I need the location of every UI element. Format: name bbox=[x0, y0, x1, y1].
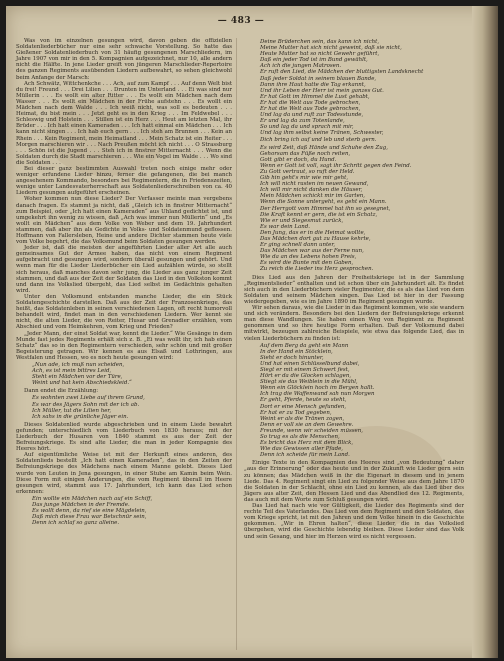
verse-line: Hört er da die Glocken schlagen, bbox=[260, 373, 352, 380]
verse-line: Wie das Gewissen aller Pfade, bbox=[260, 446, 344, 453]
verse-line: Es wird Zeit, daß Hände und Schuhe den Zug, bbox=[260, 144, 388, 151]
verse-line: So und lag da und sprach mit mir, bbox=[260, 124, 354, 131]
paragraph: Ach Schwätz, Wittchenkche . . . Ach, auf zum Kampf . . . Auf denn Welt bist du frei! Freund . . . Drei Lilien . . . Drunten im Unterland . . . Ei was sind nur Müllerin . . . Es wollt ein alter Ritter . . . Es wollt ein Mädchen nach dem Wasser . . . Es wollt ein Mädchen in der Frühe aufstehn . . . Es wollt ein Mädchen nach dem Walde . . . Ich weiß nicht, was soll es bedeuten . . . Heimat, du bist mein . . . Jetzt geht es in den Krieg . . . Im Feldwebel . . . Schleswig und Holstein . . . Stillen ist ein Herz . . . Heut am letzten Mal, ihr Brüder . . . Ich hatt einen Kameraden . . . Ich hatt einmal ein Mädchen . . . Ich kann nicht singen . . . Ich hab euch gern . . . Ich steh am Brunnen . . . Kein an Rhein . . . Kein Regiment, mein Heimatland . . . Mein Schatz ist ein Reiter . . . Morgen marschieren wir . . . Nach Preußen möcht ich nicht . . . O Strassburg . . . Schön ist die Jugend . . . Steh ich in finstrer Mitternacht . . . Wenn die Soldaten durch die Stadt marschieren . . . Wie ein Vogel im Walde . . . Wo sind die Soldaten . . . bbox=[16, 80, 232, 166]
right-column bbox=[244, 38, 464, 540]
verse-line: Und lag ihm selbst keine Tränen, Schwester, bbox=[260, 130, 384, 137]
verse-line: Steht ein Mädchen vor der Türe, bbox=[32, 374, 123, 381]
verse-line: Denn er voll sie an dem Gewehre. bbox=[260, 421, 354, 428]
verse-line: Er hat die Welt aus Tode gebrochen, bbox=[260, 106, 361, 113]
verse-line: Denn ich scheide für mein Land. bbox=[260, 452, 350, 459]
verse-block bbox=[32, 496, 232, 526]
verse-line: Wenn ein Glöcklein hoch im Bergen hallt. bbox=[260, 385, 375, 392]
verse-line: Dich bring ich auf und leb und sterb gern. bbox=[260, 136, 377, 143]
verse-line: Ich trag die Waffenwand sah nun Morgen bbox=[260, 391, 375, 398]
verse-line: Ach ich die jungen Matrosen. bbox=[260, 63, 342, 70]
verse-line: „Nun ade, ich muß nun scheiden, bbox=[32, 361, 125, 368]
paragraph: Jeder ist, daß die meisten der angeführten Lieder aller Art alle auch gemeinsames Gut der Armee haben, das nicht von einem Regiment aufgebracht und gesungen wird, sondern überall gesungen und gehört. Und wenn man für die Lieder Liederbücher ein Lied aufzählen würde, so stellt sich heraus, daß manches davon sehr jung, die Lieder aus ganz junger Zeit stammen, und daß aus der Zeit der Soldaten das Lied in den Volkston kommt und dann ins Volkslied übergeht, das Lied selbst im Gedächtnis gehalten wird. bbox=[16, 245, 232, 294]
paragraph: Bei dieser ganz bestimmten Auswahl treten noch einige mehr oder weniger erfundene Lieder hinzu, ferner die gefangenen, die bei manch angesehenem Kommando, besonders bei Regimentern, die in Friedenszeiten, wenige unter Landesvaterherrschaft aus Soldatenliederschreiben von ca. 40 Liedern gesungen aufgeführt erscheinen. bbox=[16, 165, 232, 197]
verse-line: Daß ein jeder Tod ist im Bund gewählt, bbox=[260, 57, 368, 64]
verse-line: Wenn er Gott ist voll, sagt ihr Schritt gegen den Feind. bbox=[260, 162, 412, 169]
verse-line: So trug es als die Menschen, bbox=[260, 434, 340, 440]
verse-line: Weint und hat kein Abschiedskleid.“ bbox=[32, 380, 132, 387]
paragraph: Dieses Soldatenlied wurde abgeschrieben und in einem Liede bewahrt gefunden; unterschiedlich vom Liederbuch von 1830 heraus; mit der Liederbuch der Husaren von 1840 stammt es aus der Zeit der Befreiungskriege. Es sind alte Lieder, die man in jeder Kompagnie des Heeres hört. bbox=[16, 421, 232, 453]
verse-line: Die Kraft kennt er gern, die ist ein Schatz, bbox=[260, 211, 378, 218]
paragraph: Wir sehen daraus, wie die Lieder in das Regiment kommen, wie sie wandern und sich verändern. Besonders bei den Liedern der Befreiungskriege erkennt man diese Wandlungen. Sie haben einen Weg von Regiment zu Regiment genommen und so ihre heutige Form erhalten. Daß der Volksmund dabei mitwirkt, bezeugen zahlreiche Beispiele, wie etwa das folgende Lied, das in vielen Liederbüchern zu finden ist: bbox=[244, 305, 464, 342]
verse-line: Dort er eine Mensch gefunden, bbox=[260, 403, 347, 410]
verse-line: Meine Mutter hat sich nicht geweint, daß sie nicht, bbox=[260, 45, 402, 52]
verse-line: Er hat er zu Tod gegeben, bbox=[260, 409, 332, 416]
paragraph: Woher kommen nun diese Lieder? Der Verfasser meinte man vergebens danach fragen. Es stammt ja nicht, daß „Gleich ich in finstrer Mitternacht“ zum Beispiel, oder „Ich hatt einen Kameraden“ aus Uhland gedichtet ist, und umgekehrt ihn wenig zu wissen, daß „Ach was immer nun Müllerin“ und „Es wollt ein Mädchen“ aus dem Volke von Weber und dem 19. Jahrhundert stammen, daß aber ihn als Gedichte in Volks- und Soldatenmund geflossen. Hoffmann von Fallersleben, Heine und andere Dichter stammen heute viele vom Volke begehrt, die das Volksmund beim Soldaten gesungen werden. bbox=[16, 196, 232, 246]
verse-line: Es war des Jägers Sohn mit der ich ab. bbox=[32, 401, 140, 408]
column-divider bbox=[236, 38, 237, 650]
book-spine bbox=[472, 6, 498, 658]
verse-line: Er ging schnell dann unter, bbox=[260, 242, 336, 249]
verse-line: Es wohnten zwei Liebe auf ihrem Grund, bbox=[32, 395, 145, 402]
verse-line: Stiegt sie das Weiblein in die Mühl, bbox=[260, 379, 358, 386]
verse-block bbox=[32, 362, 232, 386]
verse-line: Zu reich die Lieder ins Herz gesprochen. bbox=[260, 266, 374, 273]
verse-line: In der Hand ein Stöcklein, bbox=[260, 348, 333, 355]
verse-line: Ach, es ist mein bittres Leid, bbox=[32, 368, 112, 375]
verse-line: Das Mädchen war aus der Ferne nun, bbox=[260, 248, 364, 255]
verse-line: Freunde, wenn wir scheiden müssen, bbox=[260, 427, 363, 434]
verse-line: Den Jung, das er in die Heimat wollte, bbox=[260, 229, 366, 236]
paragraph: Auf eigentümliche Weise ist mit der Herkunft eines anderen, des Soldatenlieds bestellt „Ich hatt einen Kameraden“, das in den Zeiten der Befreiungskriege des Mädchens nach einem Manne gelebt. Dieses Lied wurde von Leuten in Jena gesungen, in einer Stube am Kamin beim Wein. Diese Form mit einigen Änderungen, die vom Regiment überall im Heere gesungen wird, stammt aus 17. Jahrhundert, ich kann das Lied schon erkennen: bbox=[16, 452, 232, 495]
verse-line: Er hat die Welt aus Tode gebrochen, bbox=[260, 99, 361, 106]
verse-line: Gott gibt er doch, du Hund. bbox=[260, 156, 337, 163]
verse-line: Wenn die Sonne untergeht, es geht ein Mann. bbox=[260, 199, 387, 206]
paragraph: Dies Lied aus den Jahren der Freiheitskriege ist in der Sammlung „Regimentslieder“ enthalten und ist schon über ein Jahrhundert alt. Es findet sich auch in den Liederbüchern vieler Regimenter, die es als das Lied von dem Soldaten und seinem Mädchen singen. Das Lied ist hier in der Fassung wiedergegeben, wie es im Jahre 1890 im Regiment gesungen wurde. bbox=[244, 274, 464, 305]
paragraph: Was von im einzelnen gesungen wird, davon geben die offiziellen Soldatenliederbücher nur eine sehr schwache Vorstellung. So hatte das Gießener Soldatenliederbuch von 31 häufig gesungenen Marschliedern, im Jahre 1907 von mir in den 5. Kompagnien aufgezeichnet, nur 10, alle andern nicht die Hälfte. In jene Lieder greift von jüngeren Marschlieder-Repertoire des ganzen Regiments ausübenden Liedern aufbewahrt, so sehen gleichwohl beim Anfange der Marsch: bbox=[16, 38, 232, 81]
verse-line: Er ruft den Lied, die Mädchen der bluttigsten Landsknecht bbox=[260, 69, 424, 76]
paragraph: Einige Texte in den Kompagnien des Heeres sind „von Bedeutung“ daher „aus der Erinnerung“ oder das heute und in der Zukunft wie Lieder gern sein zu können; das Mädchen weiß in ihr die Eigenart in diesem und in jenem Liede. Das 4. Regiment singt ein Lied zu folgender Weise aus dem Jahre 1870 die Soldaten in der Schlacht, ohne ein Lied zu kennen, als das Lied über des Jägers aus alter Zeit, den Hessen Lied und das Abendlied des 12. Regiments, das auch mit dem Worte zum Schluß gesungen wird. bbox=[244, 460, 464, 503]
verse-line: Der Herrgott vom Himmel hat ihn so gesegnet, bbox=[260, 205, 391, 212]
verse-line: Es wird die Bunte mit den Gaben, bbox=[260, 260, 354, 267]
verse-line: Ich will nicht rasten im neuen Gewand, bbox=[260, 181, 369, 188]
verse-line: Und ihr Leben der Herr ist mein ganzes Gut. bbox=[260, 87, 384, 94]
verse-line: Er und lag da zum Totenlande, bbox=[260, 118, 345, 125]
verse-line: Das junge Mädchen in der Fremde. bbox=[32, 502, 130, 509]
verse-line: Heute Mutter hat so nicht Gewehr geführt, bbox=[260, 51, 380, 58]
verse-line: Ein wollte ein Mädchen nach auf ein Schiff, bbox=[32, 495, 153, 502]
verse-line: Er hat Gott im Himmel die Lust gehabt, bbox=[260, 93, 370, 100]
verse-line: Er geht, Pferde, heute so steht, bbox=[260, 397, 347, 404]
verse-line: Mein Mädchen schickt mir im Garten, bbox=[260, 193, 366, 200]
verse-line: Weint er als die Tränen zogen, bbox=[260, 415, 345, 422]
paragraph: „Jeder Mann, der einst Soldat war, kennt die Lieder.“ Wie Gesänge in dem Munde fast jedes Regiments erhält sich z. B. „Ei was wollt ihr, ich hab einen Schatz“ das so in den Regimentern verschieden, sehr schön und mit großer Begeisterung getragen. Wir kennen es aus Elsaß und Lothringen, aus Westfalen und Hessen, wo es noch heute gesungen wird: bbox=[16, 330, 232, 361]
paragraph: Dann endet die Erzählung: bbox=[24, 388, 99, 395]
verse-line: Ich sahs in die grünliche Jäger ein. bbox=[32, 413, 129, 420]
verse-line: Und lag da und ruft zur Todesstunde, bbox=[260, 112, 364, 119]
verse-block bbox=[260, 39, 464, 143]
verse-line: Wie er und Siegesmut zurück, bbox=[260, 217, 344, 224]
verse-block bbox=[32, 395, 232, 419]
verse-line: Ich Müller, tut die Lilien her, bbox=[32, 407, 112, 414]
verse-line: Dann ihre Haut hatte die Tag erkannt, bbox=[260, 81, 366, 88]
verse-line: Gehorsam das Füße noch reiten, bbox=[260, 150, 351, 157]
verse-line: Deine Brüderchen sein, das kann ich nicht, bbox=[260, 39, 380, 45]
verse-line: Ich will mir nicht danken die Häuser, bbox=[260, 187, 363, 194]
verse-line: Es wollt denn, da rief sie eine Mägdelein, bbox=[32, 508, 147, 515]
left-column bbox=[16, 38, 232, 528]
verse-line: Es bricht das Herz mit dem Blick, bbox=[260, 440, 354, 447]
verse-line: Sieht er doch hinunter, bbox=[260, 354, 324, 361]
verse-line: Siegt er mit einem Schwert fest, bbox=[260, 366, 350, 373]
verse-line: Das Mädchen dort gut zu Hause kehrte, bbox=[260, 236, 371, 242]
verse-line: Daß jeder Soldat in seinem blauen Bande, bbox=[260, 75, 377, 82]
verse-block bbox=[260, 145, 464, 273]
page-number: — 483 — bbox=[217, 16, 265, 26]
verse-block bbox=[260, 343, 464, 459]
verse-line: Es war dein Land. bbox=[260, 223, 310, 230]
verse-line: Wie da an des Lebens hohen Preis, bbox=[260, 254, 357, 261]
verse-line: Zu Gott vertraut, so ruft der Held. bbox=[260, 168, 355, 175]
book-page bbox=[6, 6, 498, 658]
verse-line: Gib hin geht's mir wie mir geht, bbox=[260, 175, 349, 182]
verse-line: Und hat einen Schlüsselbund dabei, bbox=[260, 360, 360, 367]
verse-line: Daß mich diese Frau war Betschnür sein, bbox=[32, 514, 147, 521]
verse-line: Auf dem Berg da geht ein Mann bbox=[260, 342, 349, 349]
paragraph: Unter den Volksmund entstanden manche Lieder, die ein Stück Soldatengeschichte darstellen. Daß aus der Zeit der Franzosenkriege, das heißt, das Soldatenleben in seinen verschiedenen Lagen, oft recht humorvoll behandelt wird, findet man in den verschiedenen Liedern. Wer kennt sie nicht, die alten Lieder, die von Reiter, Husar und Grenadier erzählen, vom Abschied und vom Heimkehren, vom Krieg und Frieden? bbox=[16, 293, 232, 331]
paragraph: Das Lied hat nach wie vor Gültigkeit, die Lieder des Regiments sind der rechte Teil des Vaterlandes. Das Lied von dem Regiment und den Soldaten, das vom Kriege spricht, ist mit den Jahren und dem Volke hinein in die Geschichte gekommen. „Wir in Ehren halten“, diese Lieder, die in das Volkslied übergehen, wird die Geschichte lebendig bleiben. Diese Lieder sind das Volk und sein Gesang, und hier im Herzen wird es nicht vergessen. bbox=[244, 503, 464, 540]
verse-line: Denn ich schlaf so ganz alleine. bbox=[32, 520, 120, 527]
